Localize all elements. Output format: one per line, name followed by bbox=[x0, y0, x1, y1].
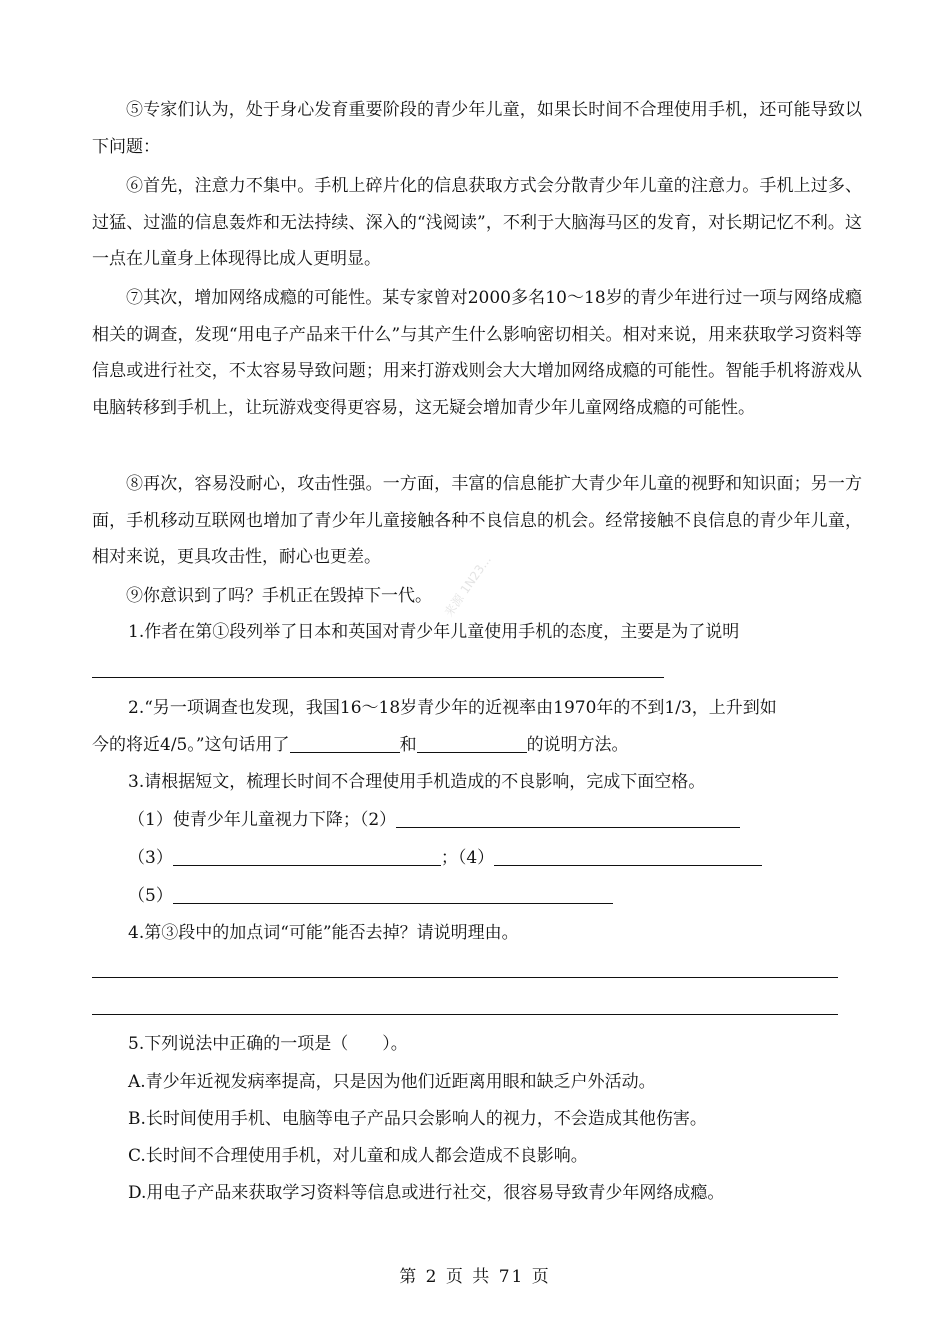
q2-text-pre: 今的将近4/5。”这句话用了 bbox=[92, 735, 290, 755]
q5-option-b[interactable]: B.长时间使用手机、电脑等电子产品只会影响人的视力，不会造成其他伤害。 bbox=[128, 1109, 707, 1129]
q2-text-mid: 和 bbox=[399, 735, 417, 755]
question-4: 4.第③段中的加点词“可能”能否去掉？请说明理由。 bbox=[128, 923, 519, 943]
q3-item-3-label: （3） bbox=[128, 848, 173, 868]
q3-item-5-label: （5） bbox=[128, 886, 173, 906]
q3-item-1-2-label: （1）使青少年儿童视力下降；（2） bbox=[128, 810, 397, 830]
q3-row-2 bbox=[128, 846, 762, 870]
q2-blank-2[interactable] bbox=[417, 734, 527, 753]
paragraph-8: ⑧再次，容易没耐心，攻击性强。一方面，丰富的信息能扩大青少年儿童的视野和知识面；另一方面，手机移动互联网也增加了青少年儿童接触各种不良信息的机会。经常接触不良信息的青少年儿童，相对来说，更具攻击性，耐心也更差。 bbox=[92, 474, 862, 567]
paragraph-9: ⑨你意识到了吗？手机正在毁掉下一代。 bbox=[126, 586, 432, 606]
question-2-line-1: 2.“另一项调查也发现，我国16～18岁青少年的近视率由1970年的不到1/3，上升到如 bbox=[128, 698, 777, 718]
paragraph-6: ⑥首先，注意力不集中。手机上碎片化的信息获取方式会分散青少年儿童的注意力。手机上过多、过猛、过滥的信息轰炸和无法持续、深入的“浅阅读”，不利于大脑海马区的发育，对长期记忆不利。这一点在儿童身上体现得比成人更明显。 bbox=[92, 176, 862, 269]
q4-answer-line-2[interactable] bbox=[92, 1014, 838, 1015]
q3-blank-3[interactable] bbox=[173, 847, 441, 866]
q3-item-4-label: ；（4） bbox=[440, 848, 495, 868]
q2-blank-1[interactable] bbox=[290, 734, 400, 753]
question-5: 5.下列说法中正确的一项是（ ）。 bbox=[128, 1034, 408, 1054]
q3-blank-4[interactable] bbox=[494, 847, 762, 866]
q4-answer-line-1[interactable] bbox=[92, 977, 838, 978]
question-2-line-2 bbox=[92, 733, 629, 757]
question-1: 1.作者在第①段列举了日本和英国对青少年儿童使用手机的态度，主要是为了说明 bbox=[128, 622, 740, 642]
q5-option-a[interactable]: A.青少年近视发病率提高，只是因为他们近距离用眼和缺乏户外活动。 bbox=[128, 1072, 656, 1092]
page-number-footer: 第 2 页 共 71 页 bbox=[399, 1267, 551, 1287]
q3-blank-2[interactable] bbox=[396, 809, 740, 828]
question-3: 3.请根据短文，梳理长时间不合理使用手机造成的不良影响，完成下面空格。 bbox=[128, 772, 706, 792]
watermark: 来源 1N23... bbox=[441, 552, 494, 620]
q1-answer-line[interactable] bbox=[92, 677, 664, 678]
paragraph-5: ⑤专家们认为，处于身心发育重要阶段的青少年儿童，如果长时间不合理使用手机，还可能导致以下问题： bbox=[92, 100, 862, 157]
q3-row-3 bbox=[128, 884, 613, 908]
q5-option-d[interactable]: D.用电子产品来获取学习资料等信息或进行社交，很容易导致青少年网络成瘾。 bbox=[128, 1183, 725, 1203]
q5-option-c[interactable]: C.长时间不合理使用手机，对儿童和成人都会造成不良影响。 bbox=[128, 1146, 588, 1166]
q3-blank-5[interactable] bbox=[173, 885, 613, 904]
q3-row-1 bbox=[128, 808, 740, 832]
paragraph-7: ⑦其次，增加网络成瘾的可能性。某专家曾对2000多名10～18岁的青少年进行过一项与网络成瘾相关的调查，发现“用电子产品来干什么”与其产生什么影响密切相关。相对来说，用来获取学习资料等信息或进行社交，不太容易导致问题；用来打游戏则会大大增加网络成瘾的可能性。智能手机将游戏从电脑转移到手机上，让玩游戏变得更容易，这无疑会增加青少年儿童网络成瘾的可能性。 bbox=[92, 288, 862, 418]
q2-text-post: 的说明方法。 bbox=[526, 735, 629, 755]
